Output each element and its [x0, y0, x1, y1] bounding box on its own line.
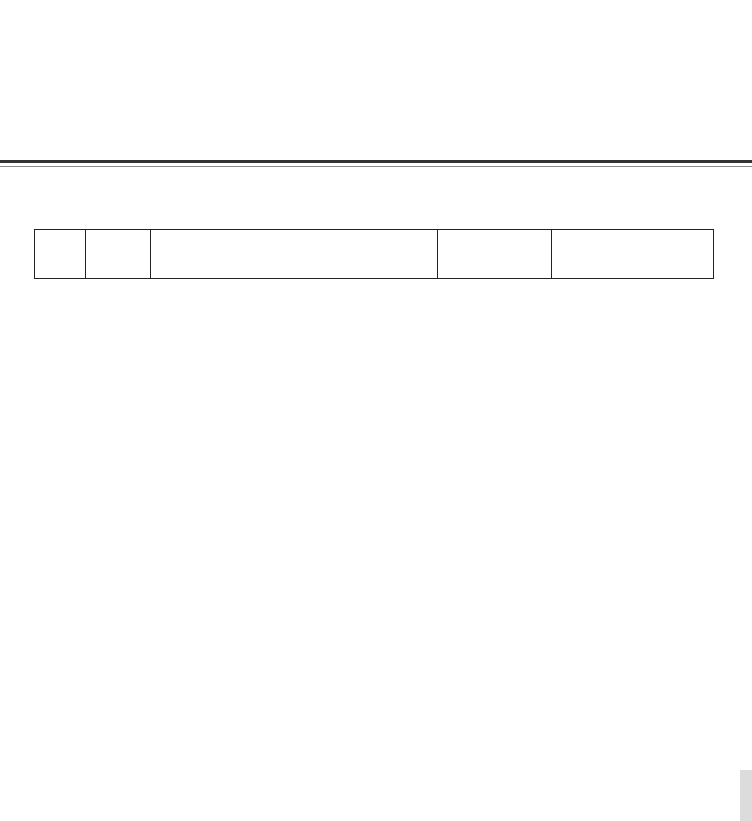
page-break-rule — [0, 160, 752, 163]
header-cutoff-score — [438, 230, 552, 279]
page-break-rule-thin — [0, 166, 752, 167]
header-note — [552, 230, 714, 279]
header-tt — [35, 230, 86, 279]
admission-scores-table — [34, 229, 714, 279]
header-school-code — [86, 230, 151, 279]
page-corner-shadow — [740, 770, 752, 821]
red-stamp-fragment — [735, 630, 752, 770]
header-school-name — [151, 230, 438, 279]
table-header-row — [35, 230, 714, 279]
